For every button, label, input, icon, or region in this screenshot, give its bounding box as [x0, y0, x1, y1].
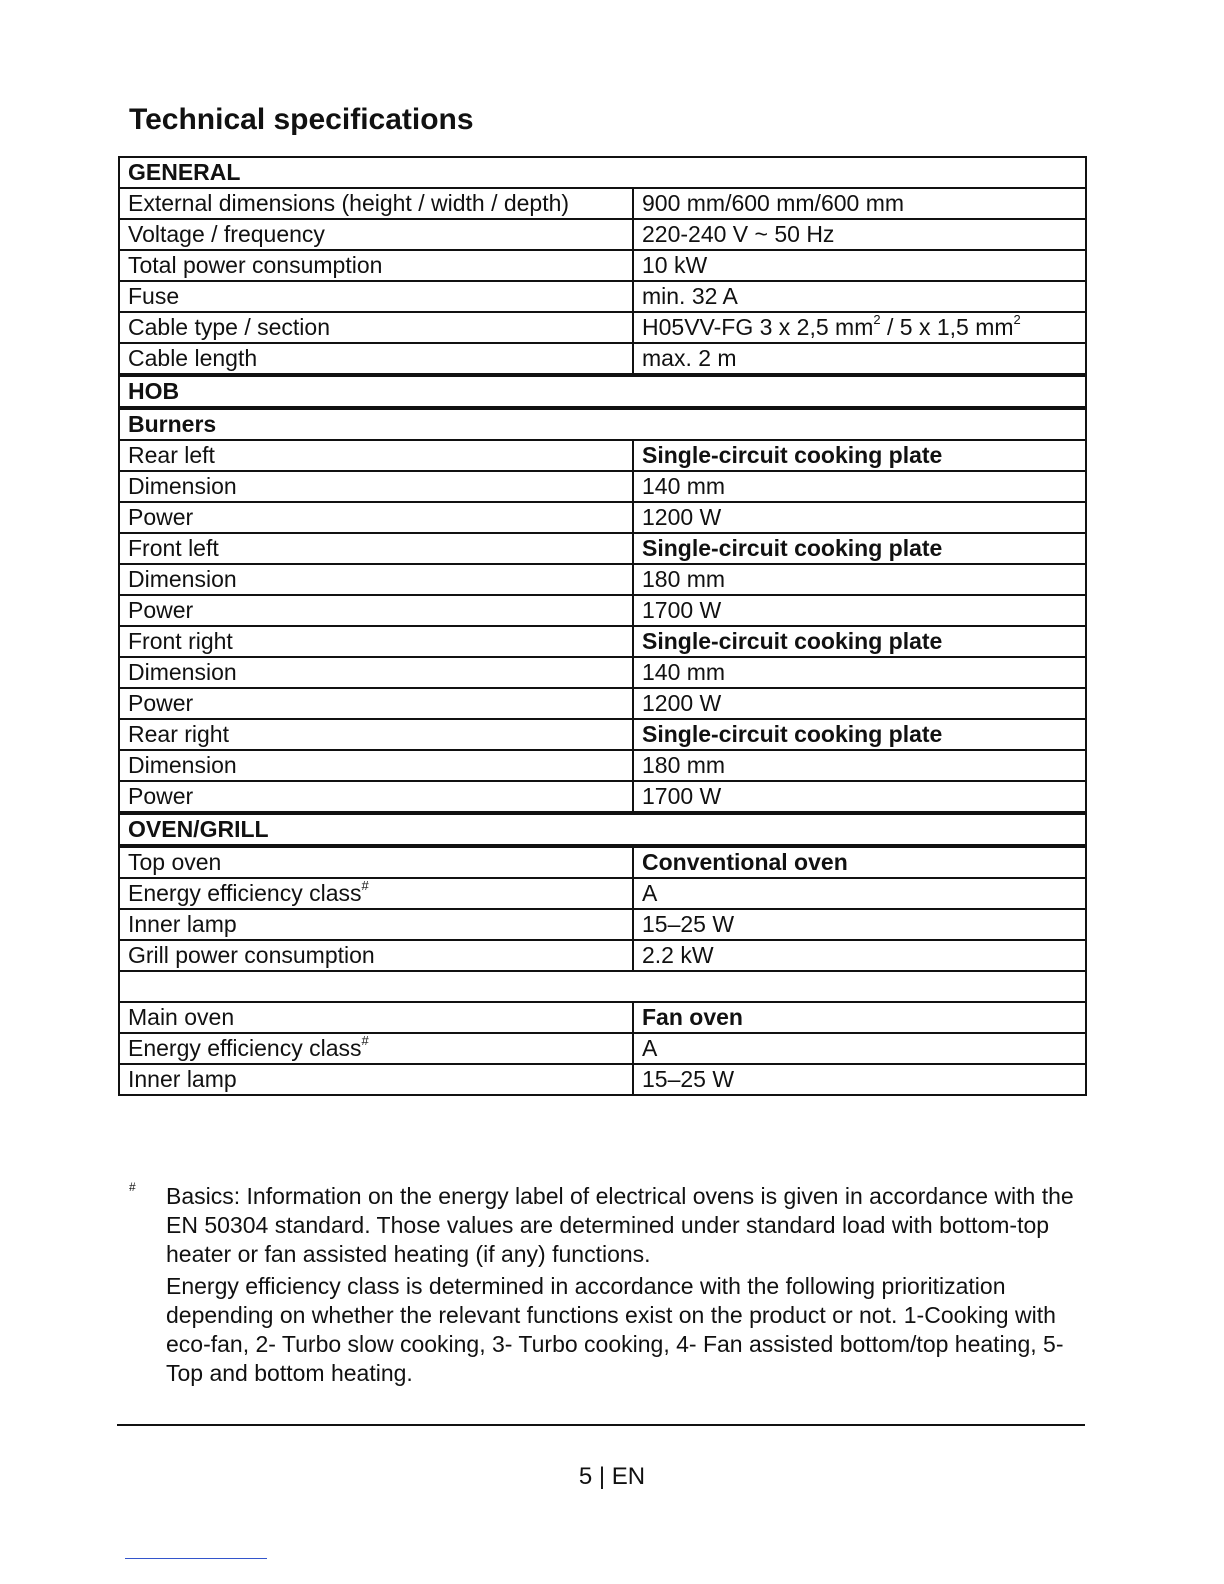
spec-label: Inner lamp — [119, 1064, 633, 1095]
page-title: Technical specifications — [129, 103, 474, 136]
spec-label: Front right — [119, 626, 633, 657]
spec-label: Fuse — [119, 281, 633, 312]
energy-class-label: Energy efficiency class — [128, 1035, 362, 1061]
table-row — [119, 657, 1086, 688]
spec-label: Cable length — [119, 343, 633, 375]
spec-label: Top oven — [119, 846, 633, 878]
spec-value: 1200 W — [633, 688, 1086, 719]
spec-label: Power — [119, 688, 633, 719]
spacer-row — [119, 971, 1086, 1002]
spec-value: max. 2 m — [633, 343, 1086, 375]
spec-label: Dimension — [119, 657, 633, 688]
spec-value: Conventional oven — [633, 846, 1086, 878]
table-row — [119, 312, 1086, 343]
page-number: 5 | EN — [578, 1463, 646, 1490]
spec-label: Power — [119, 595, 633, 626]
spec-value: 180 mm — [633, 564, 1086, 595]
spec-label: Power — [119, 781, 633, 813]
table-row — [119, 626, 1086, 657]
table-row — [119, 846, 1086, 878]
spec-value: 15–25 W — [633, 909, 1086, 940]
spec-label: External dimensions (height / width / depth) — [119, 188, 633, 219]
spec-value: Single-circuit cooking plate — [633, 533, 1086, 564]
table-row — [119, 688, 1086, 719]
spec-label: Dimension — [119, 564, 633, 595]
footnote-marker: # — [361, 878, 369, 893]
table-row — [119, 595, 1086, 626]
spec-label: Dimension — [119, 471, 633, 502]
spec-label — [119, 878, 633, 909]
table-row — [119, 878, 1086, 909]
spec-value: Fan oven — [633, 1002, 1086, 1033]
spec-value: 180 mm — [633, 750, 1086, 781]
energy-class-label: Energy efficiency class — [128, 880, 362, 906]
table-row — [119, 502, 1086, 533]
section-heading-oven-grill: OVEN/GRILL — [119, 813, 1086, 846]
table-row — [119, 564, 1086, 595]
section-row-oven-grill — [119, 813, 1086, 846]
spec-table — [118, 156, 1087, 1096]
spec-value: 15–25 W — [633, 1064, 1086, 1095]
table-row — [119, 219, 1086, 250]
superscript: 2 — [873, 312, 881, 327]
section-heading-burners: Burners — [119, 408, 1086, 440]
spec-label: Rear left — [119, 440, 633, 471]
table-row — [119, 188, 1086, 219]
spec-value: Single-circuit cooking plate — [633, 626, 1086, 657]
table-row — [119, 250, 1086, 281]
spec-label: Rear right — [119, 719, 633, 750]
spec-label: Power — [119, 502, 633, 533]
table-row — [119, 471, 1086, 502]
table-row — [119, 781, 1086, 813]
spec-value: 2.2 kW — [633, 940, 1086, 971]
spec-value: 140 mm — [633, 471, 1086, 502]
spec-value: 1700 W — [633, 595, 1086, 626]
spec-value: A — [633, 878, 1086, 909]
footnote-mark: # — [129, 1180, 136, 1194]
spec-label: Dimension — [119, 750, 633, 781]
spec-label: Grill power consumption — [119, 940, 633, 971]
table-row — [119, 719, 1086, 750]
spec-label: Inner lamp — [119, 909, 633, 940]
spec-label — [119, 1033, 633, 1064]
spec-label: Total power consumption — [119, 250, 633, 281]
table-row — [119, 1033, 1086, 1064]
section-row-burners — [119, 408, 1086, 440]
spec-label: Cable type / section — [119, 312, 633, 343]
table-row — [119, 750, 1086, 781]
spec-value: Single-circuit cooking plate — [633, 440, 1086, 471]
table-row — [119, 1064, 1086, 1095]
footer-divider — [117, 1424, 1085, 1426]
spec-value: A — [633, 1033, 1086, 1064]
table-row — [119, 440, 1086, 471]
spec-value: 220-240 V ~ 50 Hz — [633, 219, 1086, 250]
table-row — [119, 909, 1086, 940]
table-row — [119, 281, 1086, 312]
spec-value: Single-circuit cooking plate — [633, 719, 1086, 750]
spec-label: Main oven — [119, 1002, 633, 1033]
spec-value: 10 kW — [633, 250, 1086, 281]
cable-section-part1: H05VV-FG 3 x 2,5 mm — [642, 314, 874, 340]
spec-label: Voltage / frequency — [119, 219, 633, 250]
spec-value: 900 mm/600 mm/600 mm — [633, 188, 1086, 219]
table-row — [119, 533, 1086, 564]
spec-value: 1700 W — [633, 781, 1086, 813]
superscript: 2 — [1013, 312, 1021, 327]
link-underline — [125, 1558, 267, 1559]
footnote-marker: # — [361, 1033, 369, 1048]
table-row — [119, 940, 1086, 971]
section-heading-hob: HOB — [119, 375, 1086, 408]
spec-value: min. 32 A — [633, 281, 1086, 312]
section-heading-general: GENERAL — [119, 157, 1086, 188]
footnote-paragraph: Energy efficiency class is determined in accordance with the following prioritization depending on whether the relevant functions exist on the product or not. 1-Cooking with eco-fan, 2- Turbo slow cooking, 3- Turbo cooking, 4- Fan assisted bottom/top heating, 5-Top and bottom heating. — [166, 1273, 1064, 1386]
section-row-hob — [119, 375, 1086, 408]
spec-label: Front left — [119, 533, 633, 564]
spec-value: 1200 W — [633, 502, 1086, 533]
empty-cell — [119, 971, 1086, 1002]
spec-value: 140 mm — [633, 657, 1086, 688]
table-row — [119, 1002, 1086, 1033]
footnote-paragraph: Basics: Information on the energy label of electrical ovens is given in accordance with the EN 50304 standard. Those values are determined under standard load with bottom-top heater or fan assisted heating (if any) functions. — [166, 1183, 1074, 1267]
section-row-general — [119, 157, 1086, 188]
footnote — [166, 1182, 1086, 1391]
cable-section-part2: / 5 x 1,5 mm — [880, 314, 1014, 340]
table-row — [119, 343, 1086, 375]
spec-value — [633, 312, 1086, 343]
